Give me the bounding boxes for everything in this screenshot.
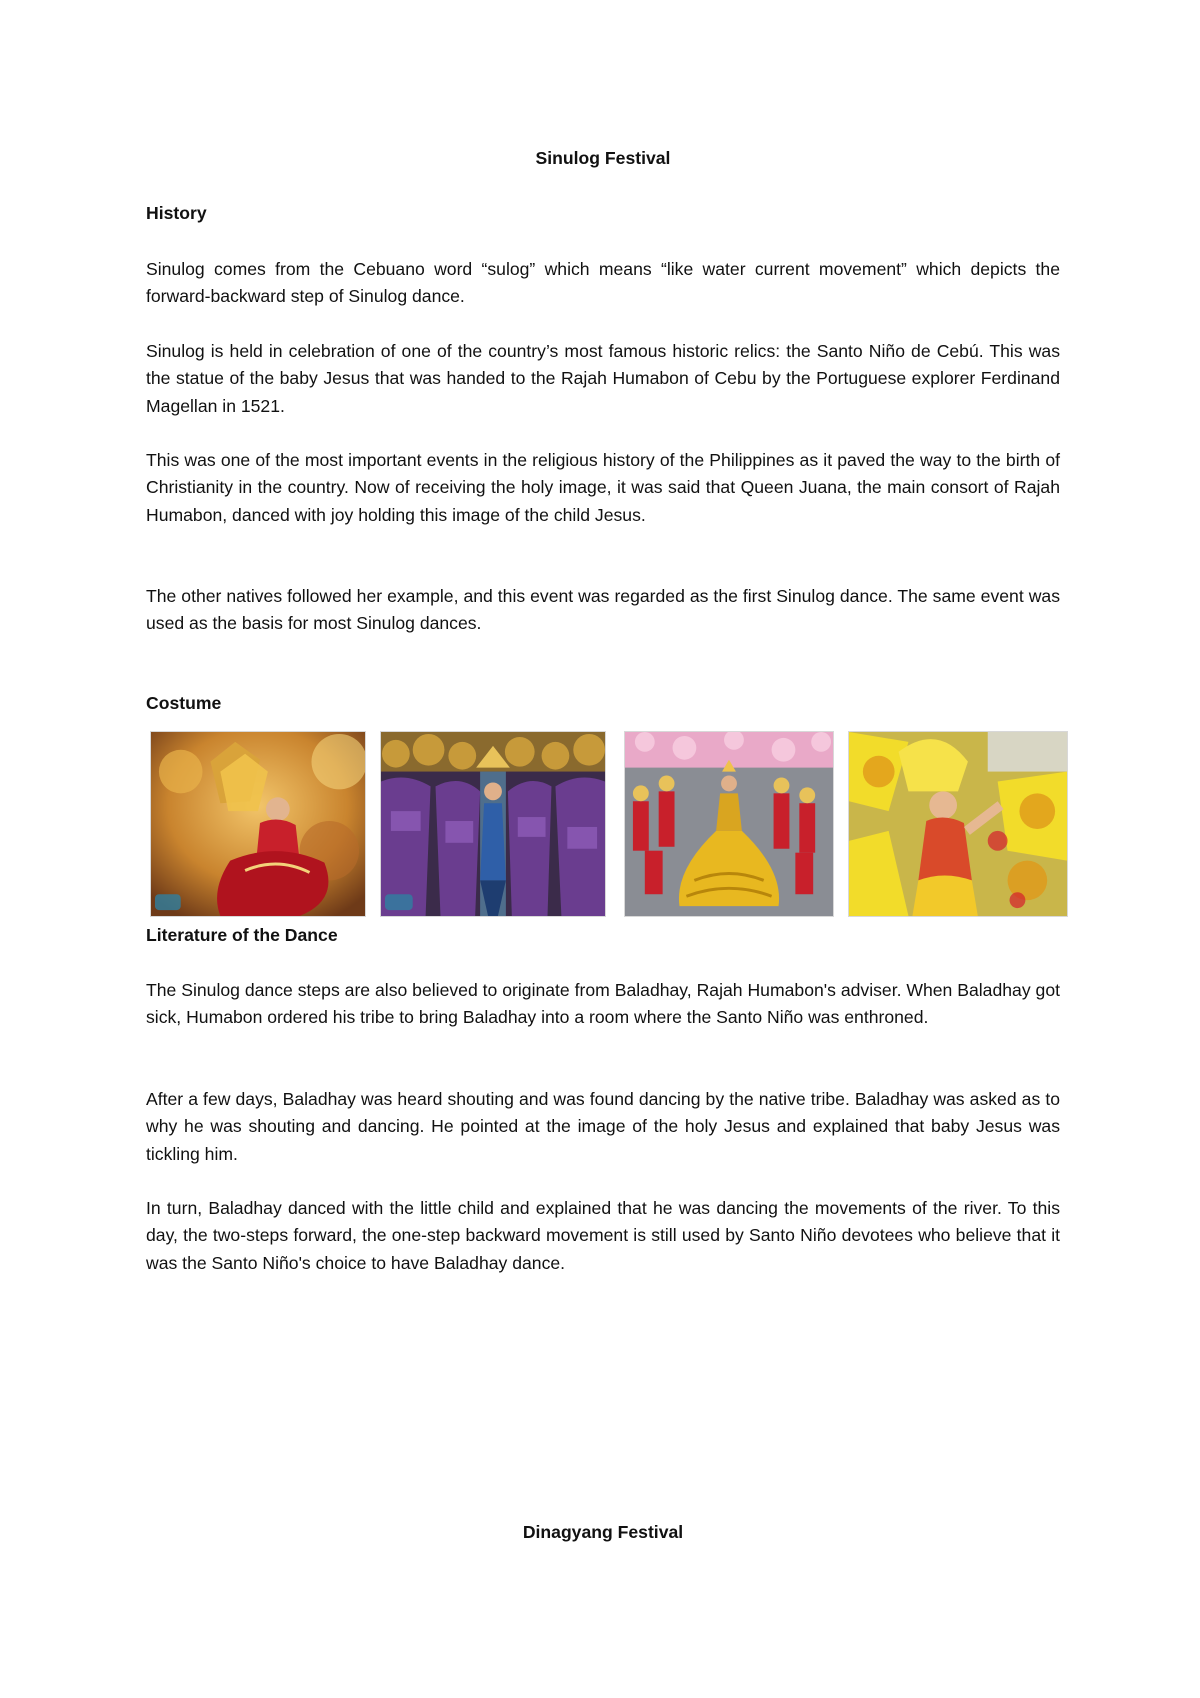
history-paragraph: This was one of the most important events in the religious history of the Philippines as it paved the way to the birth of Christianity in the country. Now of receiving the holy image, it was said that Queen Juana, the main consort of Rajah Humabon, danced with joy holding this image of the child Jesus. bbox=[146, 450, 1060, 525]
next-section-title: Dinagyang Festival bbox=[522, 1522, 684, 1542]
costume-photo-3 bbox=[624, 731, 834, 917]
history-heading: History bbox=[146, 203, 207, 223]
literature-paragraph: In turn, Baladhay danced with the little child and explained that he was dancing the movements of the river. To this day, the two-steps forward, the one-step backward movement is still used by Santo Niño devotees who believe that it was the Santo Niño's choice to have Baladhay dance. bbox=[146, 1198, 1060, 1273]
costume-heading: Costume bbox=[146, 693, 222, 713]
history-paragraph: The other natives followed her example, and this event was regarded as the first Sinulog dance. The same event was used as the basis for most Sinulog dances. bbox=[146, 586, 1060, 634]
history-paragraph: Sinulog is held in celebration of one of the country’s most famous historic relics: the Santo Niño de Cebú. This was the statue of the baby Jesus that was handed to the Rajah Humabon of Cebu by the Portuguese explorer Ferdinand Magellan in 1521. bbox=[146, 341, 1060, 416]
history-paragraph: Sinulog comes from the Cebuano word “sulog” which means “like water current movement” which depicts the forward-backward step of Sinulog dance. bbox=[146, 259, 1060, 307]
costume-photo-4 bbox=[848, 731, 1068, 917]
costume-photo-1 bbox=[150, 731, 366, 917]
document-page bbox=[146, 0, 1060, 1698]
document-title: Sinulog Festival bbox=[535, 148, 671, 168]
literature-paragraph: The Sinulog dance steps are also believed to originate from Baladhay, Rajah Humabon's adviser. When Baladhay got sick, Humabon ordered his tribe to bring Baladhay into a room where the Santo Niño was enthroned. bbox=[146, 980, 1060, 1028]
literature-heading: Literature of the Dance bbox=[146, 925, 338, 945]
costume-photo-2 bbox=[380, 731, 606, 917]
literature-paragraph: After a few days, Baladhay was heard shouting and was found dancing by the native tribe. Baladhay was asked as to why he was shouting and dancing. He pointed at the image of the holy Jesus and explained that baby Jesus was tickling him. bbox=[146, 1089, 1060, 1164]
